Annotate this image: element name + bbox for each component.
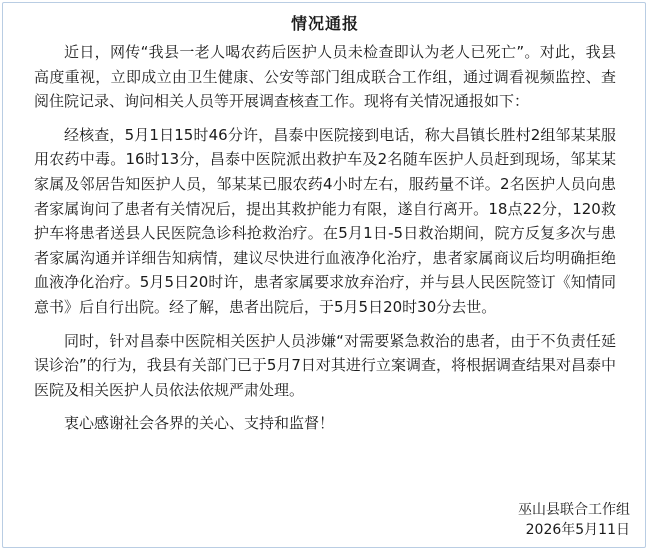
notice-body [34,40,616,436]
paragraph-intro: 近日，网传“我县一老人喝农药后医护人员未检查即认为老人已死亡”。对此，我县高度重视，立即成立由卫生健康、公安等部门组成联合工作组，通过调看视频监控、查阅住院记录、询问相关人员等开展调查核查工作。现将有关情况通报如下： [34,43,616,111]
paragraph-thanks: 衷心感谢社会各界的关心、支持和监督！ [64,414,335,433]
paragraph-findings: 经核查，5月1日15时46分许，昌泰中医院接到电话，称大昌镇长胜村2组邹某某服用农药中毒。16时13分，昌泰中医院派出救护车及2名随车医护人员赶到现场，邹某某家属及邻居告知医护人员，邹某某已服农药4小时左右，服药量不详。2名医护人员向患者家属询问了患者有关情况后，提出其救护能力有限，遂自行离开。18点22分，120救护车将患者送县人民医院急诊科抢救治疗。在5月1日-5日救治期间，院方反复多次与患者家属沟通并详细告知病情，建议尽快进行血液净化治疗，患者家属商议后均明确拒绝血液净化治疗。5月5日20时许，患者家属要求放弃治疗，并与县人民医院签订《知情同意书》后自行出院。经了解，患者出院后，于5月5日20时30分去世。 [34,125,616,316]
signature-org: 巫山县联合工作组 [518,502,630,518]
notice-title: 情况通报 [290,14,359,33]
paragraph-investigation: 同时，针对昌泰中医院相关医护人员涉嫌“对需要紧急救治的患者，由于不负责任延误诊治”的行为，我县有关部门已于5月7日对其进行立案调查，将根据调查结果对昌泰中医院及相关医护人员依法依规严肃处理。 [34,331,616,399]
signature-block [518,500,630,540]
signature-date: 2026年5月11日 [525,522,630,538]
